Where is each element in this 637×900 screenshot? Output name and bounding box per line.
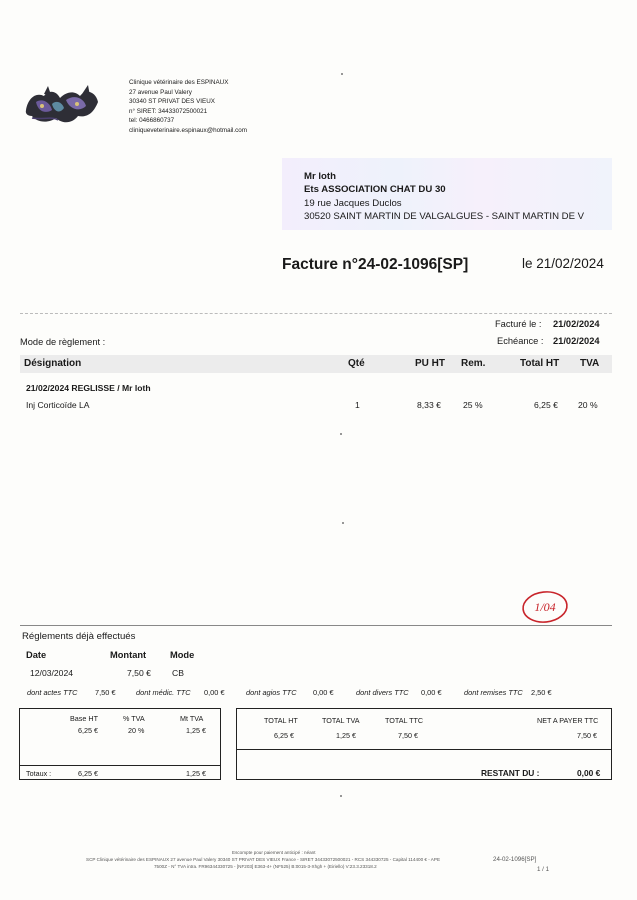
col-tva: TVA	[580, 358, 600, 369]
scan-speck	[340, 433, 342, 435]
totals-label: Totaux :	[26, 769, 52, 778]
remises-label: dont remises TTC	[464, 688, 523, 697]
section-divider	[20, 625, 612, 626]
vat-col-pct: % TVA	[123, 714, 145, 723]
divider	[20, 313, 612, 314]
agios-value: 0,00 €	[313, 688, 334, 697]
footer-invoice-ref: 24-02-1096[SP]	[493, 856, 537, 863]
handwritten-stamp	[519, 587, 571, 625]
payment-date: 12/03/2024	[30, 668, 74, 678]
col-total: Total HT	[520, 358, 560, 369]
vat-base-value: 6,25 €	[78, 726, 98, 735]
payment-amount: 7,50 €	[127, 668, 151, 678]
payments-col-amount: Montant	[110, 650, 147, 660]
billed-label: Facturé le :	[495, 319, 542, 329]
totals-box-divider	[237, 749, 611, 750]
scan-speck	[341, 73, 343, 75]
col-pu: PU HT	[415, 358, 445, 369]
due-value: 21/02/2024	[553, 336, 600, 346]
vat-box-divider	[20, 765, 220, 766]
footer-legal-line2: 7500Z - N° TVA intra. FR96344330725 - [NF203] E363-4+ (NF525) B:0015-3-Xhgh + (Eiriello) V:23.3.23318.2	[154, 864, 377, 869]
scan-speck	[342, 522, 344, 524]
stamp-circle-icon	[519, 587, 571, 625]
billed-value: 21/02/2024	[553, 319, 600, 329]
clinic-email: cliniqueveterinaire.espinaux@hotmail.com	[129, 126, 248, 134]
total-tva-label: TOTAL TVA	[322, 716, 360, 725]
row-total: 6,25 €	[534, 400, 558, 410]
clinic-siret: n° SIRET: 34433072500021	[129, 107, 208, 115]
remaining-due-label: RESTANT DU :	[481, 768, 540, 778]
payments-title: Réglements déjà effectués	[22, 631, 136, 642]
col-qty: Qté	[348, 358, 365, 369]
row-designation: Inj Corticoïde LA	[26, 400, 90, 410]
clinic-street: 27 avenue Paul Valery	[129, 88, 192, 96]
payment-mode-label: Mode de règlement :	[20, 337, 106, 347]
stamp-text: 1/04	[534, 600, 556, 614]
col-rem: Rem.	[461, 358, 486, 369]
remises-value: 2,50 €	[531, 688, 552, 697]
footer-discount-note: Escompte pour paiement anticipé : néant	[232, 850, 316, 855]
divers-label: dont divers TTC	[356, 688, 409, 697]
actes-label: dont actes TTC	[27, 688, 78, 697]
payment-mode: CB	[172, 668, 184, 678]
footer-legal-line1: SCP Clinique vétérinaire des ESPINAUX 27 avenue Paul Valery 30340 ST PRIVAT DES VIEUX France - SIRET 34433072500021 - RCS 344330725 - Capital 114400 € - APE	[86, 857, 441, 862]
totals-box	[236, 708, 612, 780]
total-ht-label: TOTAL HT	[264, 716, 298, 725]
recipient-name: Mr loth	[304, 171, 336, 182]
row-tva: 20 %	[578, 400, 598, 410]
clinic-city: 30340 ST PRIVAT DES VIEUX	[129, 98, 215, 106]
clinic-name: Clinique vétérinaire des ESPINAUX	[129, 79, 229, 86]
payments-col-date: Date	[26, 650, 47, 660]
clinic-logo	[22, 80, 102, 128]
remaining-due-value: 0,00 €	[577, 768, 601, 778]
vat-col-mt: Mt TVA	[180, 714, 204, 723]
medic-value: 0,00 €	[204, 688, 225, 697]
medic-label: dont médic. TTC	[136, 688, 191, 697]
recipient-street: 19 rue Jacques Duclos	[304, 198, 402, 209]
recipient-block	[282, 158, 612, 230]
vat-mt-value: 1,25 €	[186, 726, 206, 735]
invoice-title: Facture n°24-02-1096[SP]	[282, 256, 469, 273]
total-ttc-value: 7,50 €	[398, 731, 418, 740]
due-label: Echéance :	[497, 336, 544, 346]
recipient-org: Ets ASSOCIATION CHAT DU 30	[304, 184, 446, 195]
clinic-phone: tel: 0466860737	[129, 117, 175, 125]
payments-col-mode: Mode	[170, 650, 195, 660]
divers-value: 0,00 €	[421, 688, 442, 697]
row-pu: 8,33 €	[417, 400, 441, 410]
totals-base: 6,25 €	[78, 769, 98, 778]
total-tva-value: 1,25 €	[336, 731, 356, 740]
totals-mt: 1,25 €	[186, 769, 206, 778]
invoice-date: le 21/02/2024	[522, 256, 604, 271]
row-qty: 1	[355, 400, 360, 410]
agios-label: dont agios TTC	[246, 688, 297, 697]
net-to-pay-label: NET A PAYER TTC	[537, 716, 599, 725]
items-group-label: 21/02/2024 REGLISSE / Mr loth	[26, 383, 151, 393]
clinic-address	[129, 78, 247, 136]
scan-speck	[340, 795, 342, 797]
recipient-city: 30520 SAINT MARTIN DE VALGALGUES - SAINT MARTIN DE V	[304, 211, 585, 222]
net-to-pay-value: 7,50 €	[577, 731, 597, 740]
vat-pct-value: 20 %	[128, 726, 145, 735]
row-rem: 25 %	[463, 400, 483, 410]
total-ht-value: 6,25 €	[274, 731, 294, 740]
total-ttc-label: TOTAL TTC	[385, 716, 424, 725]
vat-summary-box	[19, 708, 221, 780]
actes-value: 7,50 €	[95, 688, 116, 697]
footer-page-number: 1 / 1	[537, 866, 550, 873]
items-table-header	[20, 355, 612, 373]
vat-col-base: Base HT	[70, 714, 98, 723]
col-designation: Désignation	[24, 358, 82, 369]
